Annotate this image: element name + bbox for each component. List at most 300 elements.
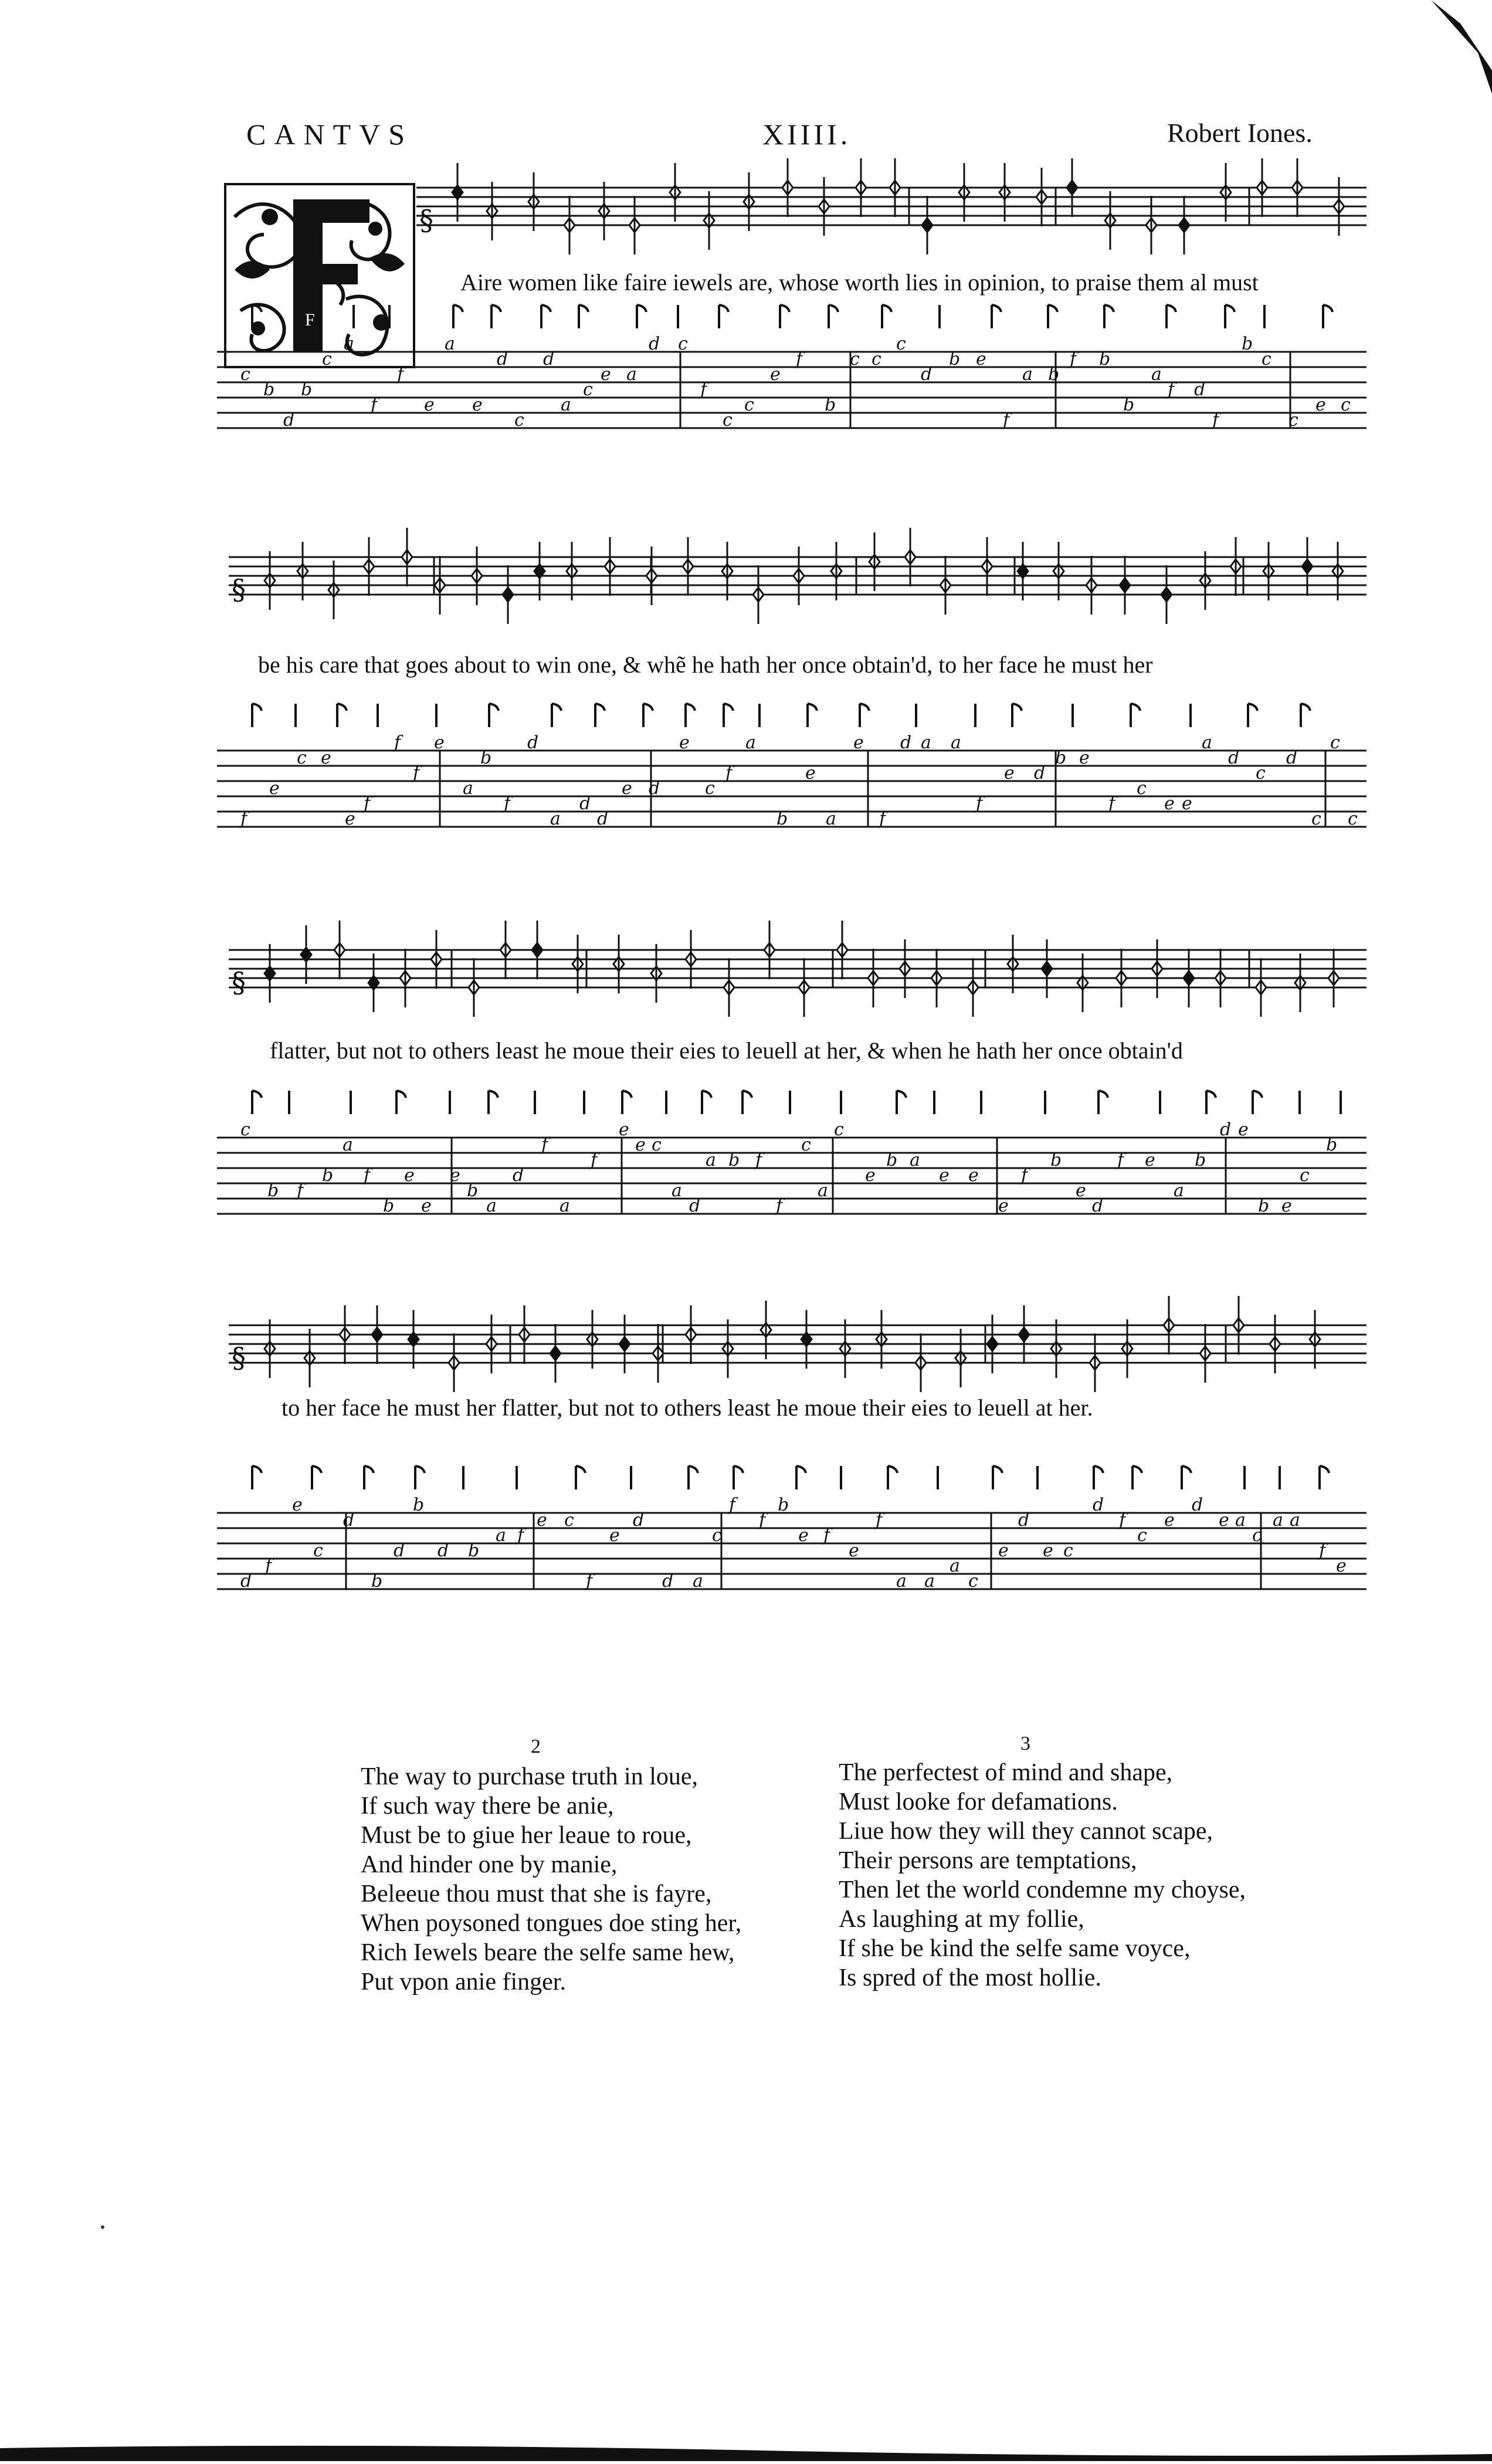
- rhythm-flag: [1104, 305, 1114, 328]
- tab-letter: c: [801, 1135, 811, 1155]
- tab-letter: e: [679, 732, 690, 753]
- note-head: [1200, 1324, 1210, 1383]
- tab-letter: b: [263, 379, 275, 400]
- tab-letter: a: [745, 732, 756, 753]
- tab-letter: a: [343, 1135, 353, 1155]
- note-head: [905, 528, 915, 586]
- tab-letter: a: [1290, 1510, 1300, 1530]
- verse-line: The way to purchase truth in loue,: [361, 1763, 698, 1790]
- tab-letter: e: [865, 1165, 876, 1186]
- rhythm-flag: [364, 1466, 374, 1489]
- tab-letter: a: [344, 334, 354, 354]
- tab-letter: f: [504, 793, 511, 814]
- tab-letter: f: [541, 1135, 548, 1155]
- tab-letter: a: [672, 1180, 682, 1201]
- tab-letter: e: [798, 1525, 809, 1546]
- tab-letter: f: [879, 809, 886, 829]
- note-head: [400, 949, 411, 1007]
- tab-letter: c: [1262, 349, 1271, 369]
- note-head: [629, 196, 640, 254]
- note-head: [297, 542, 308, 600]
- note-head: [831, 542, 842, 600]
- tab-letter: a: [950, 1556, 960, 1576]
- verse-line: Their persons are temptations,: [839, 1847, 1137, 1874]
- tab-letter: e: [998, 1540, 1009, 1561]
- rhythm-flag: [686, 704, 695, 727]
- tab-letter: e: [619, 1119, 629, 1140]
- tab-letter: d: [1034, 763, 1046, 783]
- tab-letter: b: [1258, 1196, 1270, 1216]
- verse-line: Liue how they will they cannot scape,: [839, 1818, 1213, 1845]
- lute-tablature: [217, 698, 1378, 856]
- tab-letter: d: [438, 1540, 449, 1561]
- corner-shadow: [1425, 0, 1492, 97]
- lyric-line: Aire women like faire iewels are, whose worth lies in opinion, to praise them al must: [460, 269, 1259, 296]
- note-head: [646, 547, 657, 605]
- tab-letter: f: [1003, 410, 1010, 430]
- tab-letter: b: [1195, 1150, 1206, 1170]
- rhythm-flag: [1301, 704, 1310, 727]
- tab-letter: c: [240, 364, 250, 385]
- tab-letter: a: [924, 1571, 935, 1591]
- tab-letter: b: [322, 1165, 334, 1186]
- note-head: [1008, 935, 1018, 993]
- note-head: [1184, 949, 1194, 1007]
- rhythm-flag: [1320, 1466, 1329, 1489]
- tab-letter: d: [240, 1571, 252, 1591]
- tab-letter: c: [712, 1525, 722, 1546]
- tab-letter: b: [776, 809, 788, 829]
- lyric-line: be his care that goes about to win one, & whẽ he hath her once obtain'd, to her face he must her: [258, 651, 1153, 678]
- music-system-2: [217, 534, 1378, 915]
- note-head: [1310, 1310, 1320, 1369]
- tab-letter: e: [1079, 748, 1090, 768]
- tab-letter: b: [413, 1495, 425, 1515]
- tab-letter: e: [1182, 793, 1192, 814]
- note-head: [472, 547, 482, 605]
- tab-letter: d: [662, 1571, 674, 1591]
- note-head: [1215, 949, 1226, 1007]
- tab-letter: e: [1043, 1540, 1053, 1561]
- tab-letter: e: [421, 1196, 432, 1216]
- note-head: [1233, 1296, 1244, 1355]
- tab-letter: b: [467, 1180, 479, 1201]
- note-head: [915, 1333, 926, 1392]
- note-head: [408, 1310, 419, 1369]
- tab-letter: e: [1281, 1196, 1292, 1216]
- tab-letter: e: [404, 1165, 415, 1186]
- note-head: [1018, 542, 1028, 600]
- note-head: [469, 958, 479, 1017]
- tab-letter: b: [825, 395, 836, 415]
- rhythm-flag: [702, 1091, 711, 1114]
- tab-letter: e: [601, 364, 611, 385]
- rhythm-flag: [829, 305, 838, 328]
- tab-letter: c: [564, 1510, 574, 1530]
- rhythm-flag: [1094, 1466, 1103, 1489]
- note-head: [764, 921, 775, 979]
- tab-letter: d: [1220, 1119, 1232, 1140]
- rhythm-flag: [719, 305, 728, 328]
- voice-staff: [217, 926, 1378, 1032]
- verse-line: Is spred of the most hollie.: [839, 1964, 1101, 1991]
- note-head: [532, 921, 542, 979]
- note-head: [599, 182, 609, 240]
- rhythm-flag: [992, 305, 1001, 328]
- rhythm-flag: [453, 305, 463, 328]
- tab-letter: d: [649, 334, 660, 354]
- rhythm-flag: [303, 305, 312, 328]
- tab-letter: e: [321, 748, 331, 768]
- rhythm-flag: [491, 305, 501, 328]
- note-head: [1257, 158, 1267, 217]
- note-head: [364, 537, 374, 596]
- rhythm-flag: [1225, 305, 1235, 328]
- note-head: [1152, 939, 1162, 998]
- note-head: [1067, 158, 1077, 217]
- verse-line: Beleeue thou must that she is fayre,: [361, 1881, 712, 1908]
- rhythm-flag: [724, 704, 733, 727]
- tab-letter: f: [586, 1571, 593, 1591]
- note-head: [528, 172, 539, 231]
- tab-letter: e: [434, 732, 445, 753]
- note-head: [890, 158, 900, 217]
- rhythm-flag: [1167, 305, 1176, 328]
- tab-letter: c: [1311, 809, 1321, 829]
- note-head: [1164, 1296, 1174, 1355]
- rhythm-flag: [1206, 1091, 1216, 1114]
- note-head: [1200, 551, 1210, 610]
- rhythm-flag: [882, 305, 891, 328]
- tab-letter: e: [537, 1510, 547, 1530]
- rhythm-flag: [595, 704, 605, 727]
- tab-letter: a: [561, 395, 571, 415]
- tab-letter: a: [1022, 364, 1033, 385]
- tab-letter: e: [345, 809, 355, 829]
- tab-letter: e: [770, 364, 781, 385]
- verse-line: Must be to giue her leaue to roue,: [361, 1822, 692, 1849]
- tab-letter: d: [394, 1540, 405, 1561]
- tab-letter: e: [1315, 395, 1326, 415]
- note-head: [1332, 542, 1343, 600]
- tab-letter: b: [480, 748, 492, 768]
- verse-line: If she be kind the selfe same voyce,: [839, 1935, 1191, 1962]
- verse-line: Must looke for defamations.: [839, 1788, 1118, 1815]
- tab-letter: d: [921, 364, 933, 385]
- note-head: [567, 542, 577, 600]
- tab-letter: a: [463, 778, 473, 799]
- tab-letter: c: [1300, 1165, 1310, 1186]
- tab-letter: d: [283, 410, 295, 430]
- note-head: [613, 935, 624, 993]
- tab-letter: e: [635, 1135, 646, 1155]
- tab-letter: f: [1212, 410, 1219, 430]
- note-head: [761, 1301, 771, 1359]
- tab-letter: c: [723, 410, 733, 430]
- tab-letter: a: [818, 1180, 828, 1201]
- tab-letter: c: [968, 1571, 978, 1591]
- tab-letter: a: [1151, 364, 1162, 385]
- note-head: [670, 163, 680, 222]
- note-head: [982, 537, 992, 596]
- lute-tablature: [217, 1085, 1378, 1261]
- note-head: [1146, 196, 1157, 254]
- tab-letter: e: [939, 1165, 950, 1186]
- tab-letter: c: [1252, 1525, 1262, 1546]
- note-head: [372, 1305, 382, 1364]
- tab-letter: a: [1202, 732, 1212, 753]
- rhythm-flag: [337, 704, 347, 727]
- tab-letter: d: [1286, 748, 1298, 768]
- tab-letter: e: [609, 1525, 620, 1546]
- tab-letter: f: [1117, 1150, 1124, 1170]
- tab-letter: d: [597, 809, 609, 829]
- rhythm-flag: [808, 704, 817, 727]
- verse-3: [839, 1758, 1246, 1993]
- verse-line: The perfectest of mind and shape,: [839, 1759, 1173, 1786]
- tab-letter: c: [1348, 809, 1358, 829]
- tab-letter: e: [998, 1196, 1009, 1216]
- note-head: [1105, 191, 1115, 250]
- tab-letter: c: [872, 349, 881, 369]
- tab-letter: c: [1256, 763, 1266, 783]
- tab-letter: e: [805, 763, 816, 783]
- note-head: [265, 944, 275, 1003]
- rhythm-flag: [860, 704, 869, 727]
- verse-number: 3: [1020, 1733, 1030, 1754]
- tab-letter: d: [579, 793, 591, 814]
- rhythm-flag: [796, 1466, 806, 1489]
- tab-letter: a: [693, 1571, 703, 1591]
- tab-letter: f: [1070, 349, 1077, 369]
- note-head: [955, 1329, 966, 1387]
- rhythm-flag: [1132, 1466, 1142, 1489]
- voice-staff: [217, 534, 1378, 639]
- tab-letter: e: [424, 395, 435, 415]
- tab-letter: c: [1341, 395, 1351, 415]
- tab-letter: b: [728, 1150, 740, 1170]
- rhythm-flag: [252, 704, 262, 727]
- note-head: [868, 949, 879, 1007]
- tab-letter: e: [853, 732, 864, 753]
- svg-text:F: F: [305, 310, 315, 330]
- note-head: [550, 1324, 561, 1383]
- tab-letter: c: [322, 349, 332, 369]
- note-head: [1086, 556, 1097, 615]
- note-head: [856, 158, 866, 217]
- svg-text:§: §: [232, 1342, 246, 1374]
- part-name: CANTVS: [246, 118, 413, 151]
- note-head: [876, 1310, 887, 1369]
- tab-letter: c: [297, 748, 307, 768]
- note-head: [265, 551, 275, 610]
- note-head: [683, 537, 693, 596]
- tab-letter: f: [725, 763, 733, 783]
- tab-letter: e: [292, 1495, 303, 1515]
- note-head: [435, 556, 445, 615]
- tab-letter: c: [705, 778, 715, 799]
- tab-letter: b: [949, 349, 961, 369]
- rhythm-flag: [252, 1091, 262, 1114]
- tab-letter: a: [445, 334, 455, 354]
- tab-letter: d: [1194, 379, 1206, 400]
- rhythm-flag: [252, 1466, 262, 1489]
- rhythm-flag: [780, 305, 789, 328]
- note-head: [931, 949, 942, 1007]
- note-head: [922, 196, 933, 254]
- tab-letter: e: [450, 1165, 460, 1186]
- note-head: [534, 542, 545, 600]
- tab-letter: c: [834, 1119, 844, 1140]
- tab-letter: a: [1174, 1180, 1184, 1201]
- svg-text:§: §: [232, 966, 246, 999]
- rhythm-flag: [541, 305, 551, 328]
- tab-letter: a: [910, 1150, 920, 1170]
- tab-letter: a: [560, 1196, 570, 1216]
- tab-letter: e: [622, 778, 632, 799]
- tab-letter: d: [497, 349, 508, 369]
- rhythm-flag: [579, 305, 588, 328]
- tab-letter: a: [826, 809, 836, 829]
- tab-letter: e: [976, 349, 986, 369]
- tab-letter: a: [496, 1525, 506, 1546]
- tab-letter: a: [706, 1150, 716, 1170]
- tab-letter: f: [364, 793, 371, 814]
- note-head: [1116, 949, 1127, 1007]
- note-head: [503, 565, 513, 624]
- note-head: [837, 921, 847, 979]
- note-head: [968, 958, 978, 1017]
- rhythm-flag: [252, 305, 262, 328]
- verse-line: And hinder one by manie,: [361, 1851, 618, 1878]
- verse-2: [361, 1762, 741, 1997]
- tab-letter: f: [1021, 1165, 1028, 1186]
- tab-letter: d: [1018, 1510, 1030, 1530]
- tab-letter: c: [850, 349, 860, 369]
- tab-letter: f: [759, 1510, 766, 1530]
- verse-line: If such way there be anie,: [361, 1793, 614, 1820]
- tab-letter: f: [729, 1495, 736, 1515]
- tab-letter: f: [240, 809, 247, 829]
- tab-letter: e: [968, 1165, 979, 1186]
- svg-text:§: §: [232, 573, 246, 606]
- voice-staff: [217, 164, 1378, 270]
- rhythm-flag: [415, 1466, 425, 1489]
- tab-letter: a: [550, 809, 561, 829]
- rhythm-flag: [1131, 704, 1140, 727]
- tab-letter: e: [849, 1540, 859, 1561]
- tab-letter: a: [1235, 1510, 1246, 1530]
- tab-letter: c: [678, 334, 688, 354]
- tab-letter: f: [1108, 793, 1115, 814]
- tab-letter: b: [1123, 395, 1135, 415]
- tab-letter: f: [413, 763, 420, 783]
- note-head: [1263, 542, 1274, 600]
- tab-letter: d: [1093, 1495, 1104, 1515]
- verse-line: As laughing at my follie,: [839, 1906, 1084, 1933]
- tab-letter: c: [1288, 410, 1298, 430]
- tab-letter: f: [876, 1510, 883, 1530]
- tab-letter: f: [397, 364, 404, 385]
- verse-line: When poysoned tongues doe sting her,: [361, 1910, 742, 1937]
- note-head: [1019, 1305, 1029, 1364]
- note-head: [1334, 177, 1344, 236]
- rhythm-flag: [637, 305, 646, 328]
- tab-letter: f: [976, 793, 983, 814]
- tab-letter: d: [649, 778, 660, 799]
- tab-letter: e: [1145, 1150, 1155, 1170]
- tab-letter: b: [1048, 364, 1060, 385]
- tab-letter: a: [921, 732, 931, 753]
- tab-letter: c: [583, 379, 593, 400]
- note-head: [619, 1315, 630, 1373]
- note-head: [869, 532, 880, 591]
- note-head: [1179, 196, 1189, 254]
- note-head: [900, 939, 910, 998]
- note-head: [1053, 542, 1064, 600]
- tab-letter: e: [1164, 1510, 1175, 1530]
- note-head: [753, 565, 764, 624]
- note-head: [304, 1329, 315, 1387]
- note-head: [340, 1305, 350, 1364]
- tab-letter: c: [1137, 778, 1147, 799]
- note-head: [799, 958, 809, 1017]
- tab-letter: d: [1092, 1196, 1104, 1216]
- tab-letter: f: [517, 1525, 524, 1546]
- verse-number: 2: [531, 1736, 541, 1757]
- note-head: [840, 1319, 850, 1378]
- tab-letter: e: [1238, 1119, 1249, 1140]
- note-head: [449, 1333, 459, 1392]
- music-system-4: [217, 1302, 1378, 1671]
- note-head: [486, 1315, 497, 1373]
- note-head: [1270, 1315, 1280, 1373]
- note-head: [819, 177, 829, 236]
- tab-letter: d: [1228, 748, 1240, 768]
- note-head: [686, 1305, 696, 1364]
- lyric-line: flatter, but not to others least he moue their eies to leuell at her, & when he hath her once obtain'd: [270, 1037, 1183, 1064]
- tab-letter: f: [700, 379, 707, 400]
- tab-letter: b: [468, 1540, 480, 1561]
- note-head: [1292, 158, 1303, 217]
- tab-letter: c: [514, 410, 524, 430]
- note-head: [723, 1319, 733, 1378]
- note-head: [1122, 1319, 1132, 1378]
- tab-letter: b: [1055, 748, 1067, 768]
- note-head: [328, 561, 339, 619]
- rhythm-flag: [489, 1091, 498, 1114]
- note-head: [1256, 958, 1266, 1017]
- tab-letter: c: [313, 1540, 323, 1561]
- tab-letter: b: [1326, 1135, 1338, 1155]
- tab-letter: b: [886, 1150, 898, 1170]
- tab-letter: e: [1076, 1180, 1086, 1201]
- rhythm-flag: [552, 704, 561, 727]
- tab-letter: a: [896, 1571, 907, 1591]
- rhythm-flag: [1098, 1091, 1108, 1114]
- note-head: [1230, 537, 1241, 596]
- tab-letter: d: [343, 1510, 355, 1530]
- tab-letter: c: [744, 395, 754, 415]
- voice-staff: [217, 1302, 1378, 1407]
- rhythm-flag: [1012, 704, 1022, 727]
- note-head: [487, 182, 497, 240]
- svg-text:§: §: [419, 204, 433, 237]
- note-head: [1036, 168, 1047, 226]
- note-head: [1295, 953, 1306, 1012]
- note-head: [1302, 537, 1313, 596]
- note-head: [999, 163, 1010, 222]
